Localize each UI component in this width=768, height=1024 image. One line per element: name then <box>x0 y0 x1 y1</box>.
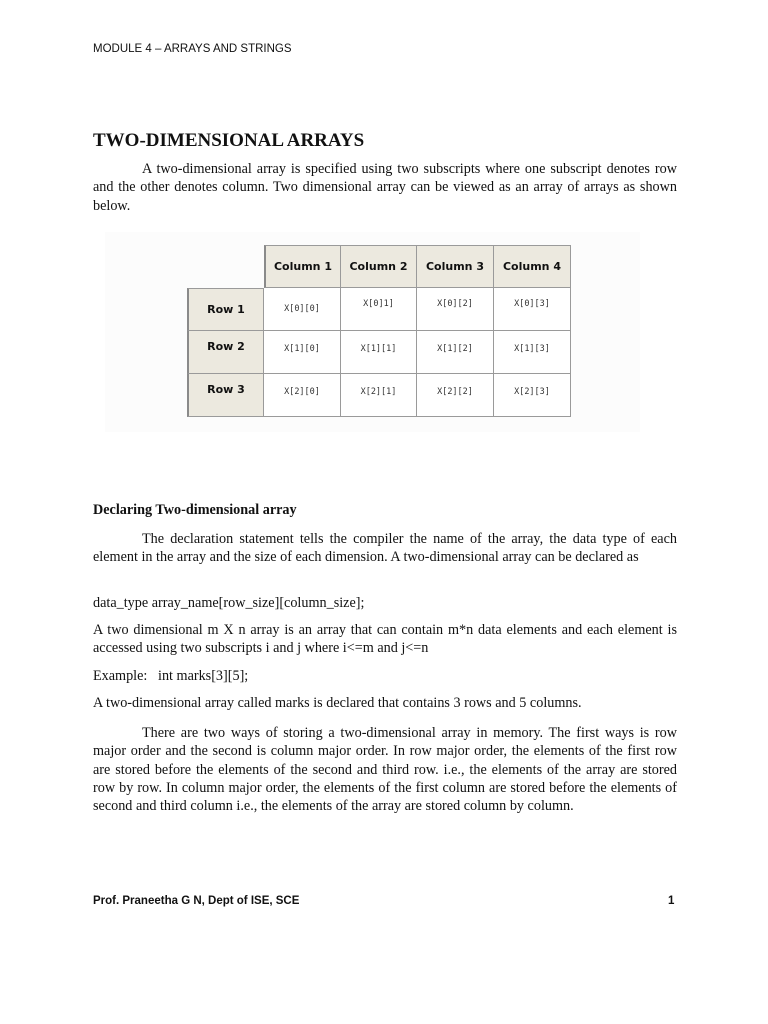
array-cell <box>341 288 417 331</box>
array-cell <box>341 331 417 374</box>
subsection-heading: Declaring Two-dimensional array <box>93 502 297 518</box>
row-header-label: Row 1 <box>207 303 245 316</box>
column-header <box>341 245 417 288</box>
array-cell <box>494 331 571 374</box>
array-cell <box>494 288 571 331</box>
mxn-paragraph: A two dimensional m X n array is an array that can contain m*n data elements and each element is accessed using two subscripts i and j where i<=m and j<=n <box>93 622 677 657</box>
marks-paragraph: A two-dimensional array called marks is declared that contains 3 rows and 5 columns. <box>93 695 582 711</box>
array-cell <box>264 331 341 374</box>
array-cell <box>417 331 494 374</box>
row-header <box>187 288 264 331</box>
array-cell-label: X[2][1] <box>360 387 397 397</box>
row-header-label: Row 2 <box>207 340 245 353</box>
section-title: TWO-DIMENSIONAL ARRAYS <box>93 130 365 151</box>
column-header <box>264 245 341 288</box>
row-header-label: Row 3 <box>207 383 245 396</box>
array-cell-label: X[2][0] <box>284 387 320 397</box>
array-cell-label: X[1][3] <box>514 344 550 354</box>
storage-order-paragraph: There are two ways of storing a two-dimensional array in memory. The first ways is row major order and the second is column major order. In row major order, the elements of the first row are stored before the elements of the second and third row. i.e., the elements of the array are stored row by row. In column major order, the elements of the first column are stored before the elements of second and third column i.e., the elements of the array are stored column by column. <box>93 725 677 815</box>
column-header-label: Column 1 <box>273 260 332 273</box>
array-cell-label: X[0][2] <box>437 299 473 309</box>
array-cell-label: X[0]1] <box>363 299 394 309</box>
array-cell <box>417 374 494 417</box>
row-header <box>187 374 264 417</box>
row-header <box>187 331 264 374</box>
example-line: Example: int marks[3][5]; <box>93 668 249 684</box>
page-number: 1 <box>668 895 675 907</box>
array-cell-label: X[1][2] <box>437 344 473 354</box>
array-cell <box>341 374 417 417</box>
column-header-label: Column 2 <box>349 260 408 273</box>
array-cell <box>417 288 494 331</box>
array-cell-label: X[2][3] <box>514 387 550 397</box>
array-cell-label: X[0][3] <box>514 299 550 309</box>
column-header <box>417 245 494 288</box>
array-cell <box>264 288 341 331</box>
array-cell <box>494 374 571 417</box>
array-cell-label: X[0][0] <box>284 304 320 314</box>
array-cell <box>264 374 341 417</box>
intro-paragraph: A two-dimensional array is specified using two subscripts where one subscript denotes row and the other denotes column. Two dimensional array can be viewed as an array of arrays as shown below. <box>93 161 677 214</box>
footer-author: Prof. Praneetha G N, Dept of ISE, SCE <box>93 895 300 907</box>
column-header-label: Column 4 <box>502 260 561 273</box>
array-cell-label: X[1][1] <box>360 344 397 354</box>
array-cell-label: X[2][2] <box>437 387 473 397</box>
column-header <box>494 245 571 288</box>
array-cell-label: X[1][0] <box>284 344 320 354</box>
running-header: MODULE 4 – ARRAYS AND STRINGS <box>93 43 292 55</box>
column-header-label: Column 3 <box>425 260 484 273</box>
declaration-syntax: data_type array_name[row_size][column_size]; <box>93 595 365 611</box>
declaration-paragraph: The declaration statement tells the compiler the name of the array, the data type of each element in the array and the size of each dimension. A two-dimensional array can be declared as <box>93 531 677 566</box>
